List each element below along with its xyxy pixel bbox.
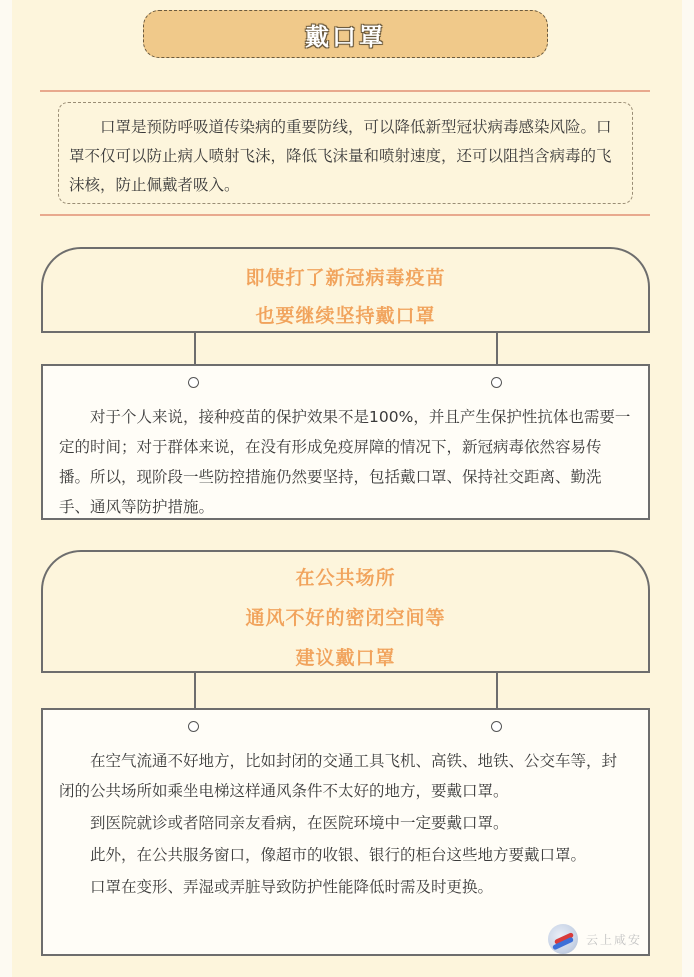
section2-content — [41, 708, 650, 956]
divider-top — [40, 90, 650, 92]
paragraph: 口罩在变形、弄湿或弄脏导致防护性能降低时需及时更换。 — [90, 878, 494, 896]
connector-line — [194, 671, 196, 709]
connector-line — [496, 671, 498, 709]
watermark — [548, 923, 680, 955]
paragraph: 此外，在公共服务窗口，像超市的收银、银行的柜台这些地方要戴口罩。 — [90, 846, 587, 864]
paragraph: 到医院就诊或者陪同亲友看病，在医院环境中一定要戴口罩。 — [90, 814, 509, 832]
divider-bottom — [40, 214, 650, 216]
section1-text — [59, 402, 632, 522]
section1-header-base — [41, 331, 650, 333]
ring-icon — [491, 377, 502, 388]
section2-heading-line: 建议戴口罩 — [295, 647, 396, 669]
ring-icon — [188, 721, 199, 732]
intro-box: 口罩是预防呼吸道传染病的重要防线，可以降低新型冠状病毒感染风险。口罩不仅可以防止病人喷射飞沫，降低飞沫量和喷射速度，还可以阻挡含病毒的飞沫核，防止佩戴者吸入。 — [58, 102, 633, 204]
page-title: 戴口罩 — [305, 22, 386, 51]
connector-line — [194, 331, 196, 365]
ring-icon — [491, 721, 502, 732]
section1-content — [41, 364, 650, 520]
section1-header — [41, 247, 650, 333]
paragraph: 在空气流通不好地方，比如封闭的交通工具飞机、高铁、地铁、公交车等，封闭的公共场所如乘坐电梯这样通风条件不太好的地方，要戴口罩。 — [59, 752, 618, 800]
section2-heading-line: 通风不好的密闭空间等 — [245, 607, 446, 629]
section1-heading-line: 即使打了新冠病毒疫苗 — [245, 267, 446, 289]
ring-icon — [188, 377, 199, 388]
brand-logo-icon — [548, 924, 578, 954]
section2-text — [59, 746, 632, 902]
title-banner — [143, 10, 548, 58]
section1-heading-line: 也要继续坚持戴口罩 — [255, 305, 436, 327]
paragraph: 对于个人来说，接种疫苗的保护效果不是100%，并且产生保护性抗体也需要一定的时间；对于群体来说，在没有形成免疫屏障的情况下，新冠病毒依然容易传播。所以，现阶段一些防控措施仍然要坚持，包括戴口罩、保持社交距离、勤洗手、通风等防护措施。 — [59, 408, 631, 516]
section2-heading-line: 在公共场所 — [295, 567, 396, 589]
section2-header — [41, 550, 650, 673]
connector-line — [496, 331, 498, 365]
section2-header-base — [41, 671, 650, 673]
watermark-text: 云上咸安 — [586, 932, 643, 947]
